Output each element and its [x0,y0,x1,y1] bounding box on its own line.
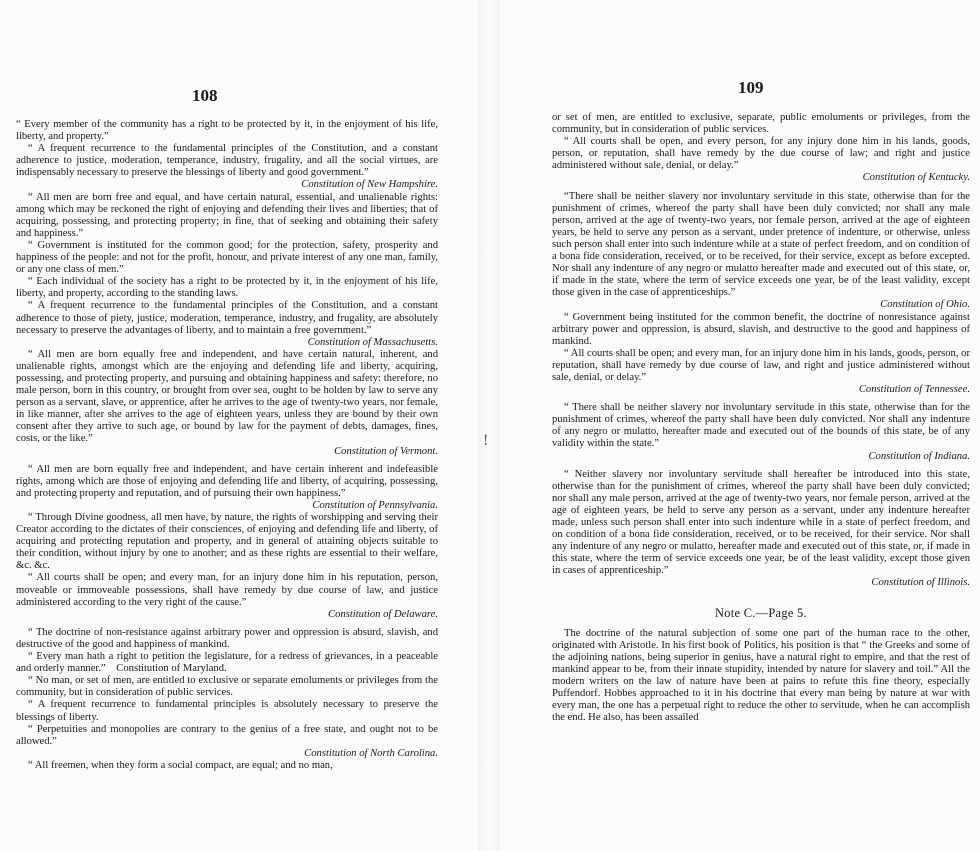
paragraph: “ There shall be neither slavery nor involuntary servitude in this state, otherwise than for the punishment of crimes, whereof the party shall have been duly convicted. Nor shall any indenture of any negro or mulatto, hereafter made and executed out of the bounds of this state, be of any validity within the state.” [552,402,970,450]
paragraph: “ All courts shall be open; and every man, for an injury done him in his lands, goods, person, or reputation, shall have remedy by due course of law, and right and justice administered without sale, denial, or delay.” [552,347,970,383]
constitution-citation: Constitution of Massachusetts. [307,336,438,348]
constitution-citation: Constitution of Delaware. [328,608,438,620]
constitution-citation: Constitution of Pennsylvania. [312,499,438,511]
constitution-citation: Constitution of North Carolina. [304,747,438,759]
paragraph: “ All men are born equally free and independent, and have certain inherent and indefeasible rights, among which are those of enjoying and defending life and liberty, of acquiring, possessing, and protecting property and reputation, and of pursuing their own happiness.” [16,463,438,499]
page-text [552,112,970,724]
page-text [16,119,438,772]
constitution-citation: Constitution of Ohio. [880,299,970,311]
constitution-citation: Constitution of Illinois. [871,577,970,589]
paragraph: “ No man, or set of men, are entitled to exclusive or separate emoluments or privileges from the community, but in consideration of public services. [16,675,438,699]
left-page [0,0,478,851]
paragraph: “ A frequent recurrence to the fundamental principles of the Constitution, and a constant adherence to justice, moderation, temperance, industry, frugality, and all the social virtues, are indispensably necessary to preserve the blessings of liberty and good government.” [16,143,438,179]
paragraph: “ All men are born equally free and independent, and have certain natural, inherent, and unalienable rights, amongst which are the enjoying and defending life and liberty, acquiring, possessing, and protecting property, and pursuing and obtaining happiness and safety: therefore, no male person, born in this country, or brought from over sea, ought to be holden by law to serve any person as a servant, slave, or apprentice, after he arrives to the age of twenty-two years, nor female, in like manner, after she arrives to the age of eighteen years, unless they are bound by their own consent after they arrive to such age, or bound by law for the payment of debts, damages, fines, costs, or the like.” [16,348,438,445]
paragraph: “ Every man hath a right to petition the legislature, for a redress of grievances, in a peaceable and orderly manner.” Constitution of Maryland. [16,651,438,675]
note-heading: Note C.—Page 5. [715,605,807,620]
paragraph: “ A frequent recurrence to the fundamental principles of the Constitution, and a constant adherence to those of piety, justice, moderation, temperance, industry, and frugality, are absolutely necessary to preserve the advantages of liberty, and to maintain a free government.” [16,300,438,336]
paragraph: “ Government being instituted for the common benefit, the doctrine of nonresistance against arbitrary power and oppression, is absurd, slavish, and destructive to the good and happiness of mankind. [552,311,970,347]
paragraph: “ All men are born free and equal, and have certain natural, essential, and unalienable rights: among which may be reckoned the right of enjoying and defending their lives and liberties; that of acquiring, possessing, and protecting property; in fine, that of seeking and obtaining their safety and happiness.” [16,191,438,239]
page-number: 108 [192,86,218,105]
paragraph: “ All courts shall be open, and every person, for any injury done him in his lands, goods, person, or reputation, shall have remedy by the due course of law; and right and justice administered without sale, denial, or delay.” [552,136,970,172]
page-number: 109 [738,78,764,97]
paragraph: or set of men, are entitled to exclusive, separate, public emoluments or privileges, from the community, but in consideration of public services. [552,112,970,136]
paragraph: “ Perpetuities and monopolies are contrary to the genius of a free state, and ought not to be allowed.” [16,723,438,747]
paragraph: “ Every member of the community has a right to be protected by it, in the enjoyment of his life, liberty, and property.” [16,119,438,143]
book-gutter [478,0,500,851]
paragraph: “ The doctrine of non-resistance against arbitrary power and oppression is absurd, slavish, and destructive of the good and happiness of mankind. [16,626,438,650]
paragraph: “ Through Divine goodness, all men have, by nature, the rights of worshipping and serving their Creator according to the dictates of their consciences, of enjoying and defending life and liberty, of acquiring and protecting reputation and property, and in general of attaining objects suitable to their condition, without injury by one to another; and as these rights are essential to their welfare, &c. &c. [16,512,438,572]
paragraph: “ Government is instituted for the common good; for the protection, safety, prosperity and happiness of the people: and not for the profit, honour, and private interest of any one man, family, or any one class of men.” [16,239,438,276]
paragraph: “ All courts shall be open; and every man, for an injury done him in his reputation, person, moveable or immoveable possessions, shall have remedy by due course of law, and justice administered according to the very right of the cause.” [16,572,438,608]
constitution-citation: Constitution of Kentucky. [862,172,970,184]
gutter-mark: ! [483,432,489,449]
paragraph: “There shall be neither slavery nor involuntary servitude in this state, otherwise than for the punishment of crimes, whereof the party shall have been duly convicted; nor shall any male person, arrived at the age of twenty-two years, nor female person, arrived at the age of eighteen years, be held to serve any person as a servant, under pretence of indenture, or otherwise, unless such person shall enter into such indenture while at a state of perfect freedom, and on condition of a bona fide consideration, received, or to be received, for their service, except as before excepted. Nor shall any indenture of any negro or mulatto hereafter made and executed out of this state, or, if made in the state, where the term of service exceeds one year, be of the least validity, except those given in the case of apprenticeships.” [552,190,970,299]
constitution-extracts [552,112,970,590]
paragraph: “ All freemen, when they form a social compact, are equal; and no man, [28,759,333,771]
paragraph: “ A frequent recurrence to fundamental principles is absolutely necessary to preserve the blessings of liberty. [16,699,438,723]
right-page [500,0,980,851]
note-text [552,628,970,725]
constitution-citation: Constitution of Indiana. [868,450,970,462]
paragraph: “ Neither slavery nor involuntary servitude shall hereafter be introduced into this state, otherwise than for the punishment of crimes, whereof the party shall have been duly convicted; nor shall any male person, arrived at the age of twenty-two years, nor female person, arrived at the age of eighteen years, be held to serve any person as a servant, under any indenture hereafter made, unless such person shall enter into such indenture while in a state of perfect freedom, and on condition of a bona fide consideration, received, or to be received, for their service. Nor shall any indenture of any negro or mulatto, hereafter made and executed out of this state, or, if made in this state, where the term of service exceeds one year, be of the least validity, except those given in cases of apprenticeship.” [552,468,970,577]
paragraph: The doctrine of the natural subjection of some one part of the human race to the other, originated with Aristotle. In his first book of Politics, his position is that “ the Greeks and some of the adjoining nations, being superior in genius, have a natural right to empire, and that the rest of mankind appear to be, from their innate stupidity, intended by nature for slavery and toil.” All the modern writers on the law of nature have been at pains to refute this fine theory, especially Puffendorf. Hobbes approached to it in his doctrine that every man being by nature at war with every man, the one has a perpetual right to reduce the other to servitude, when he can accomplish the end. He also, has been assailed [552,627,970,724]
paragraph: “ Each individual of the society has a right to be protected by it, in the enjoyment of his life, liberty, and property, according to the standing laws. [16,276,438,300]
constitution-citation: Constitution of Tennessee. [858,384,970,396]
constitution-citation: Constitution of Vermont. [334,445,438,457]
constitution-citation: Constitution of New Hampshire. [301,179,438,191]
